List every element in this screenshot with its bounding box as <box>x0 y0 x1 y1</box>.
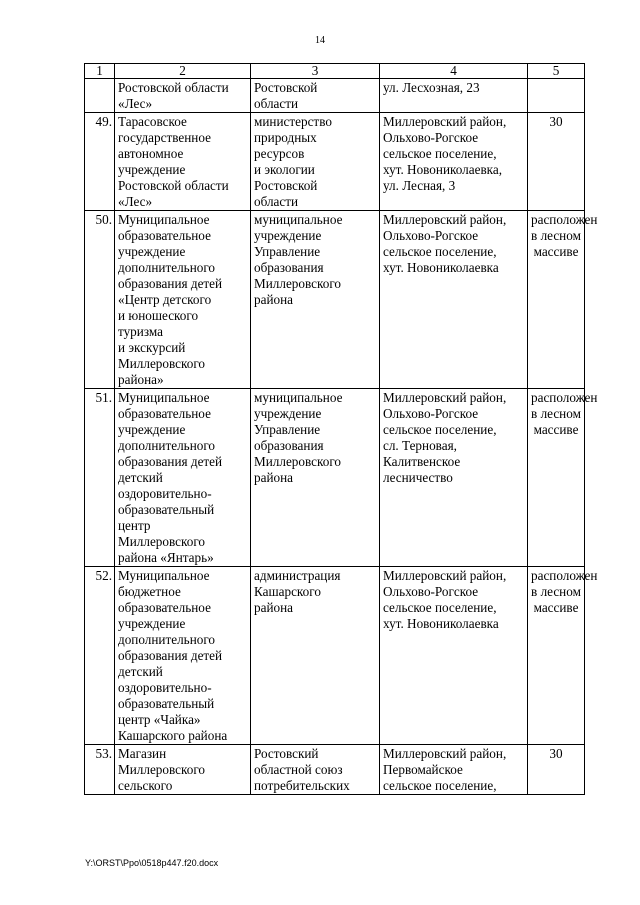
table-row <box>85 745 585 795</box>
organization-name: Муниципальное образовательное учреждение дополнительного образования детей детский оздоровительно- образовательный центр Миллеровского района «Янтарь» <box>115 389 251 567</box>
organization-name: Тарасовское государственное автономное учреждение Ростовской области «Лес» <box>115 113 251 211</box>
owner: муниципальное учреждение Управление образования Миллеровского района <box>251 389 380 567</box>
distance: 30 <box>528 113 585 211</box>
distance <box>528 79 585 113</box>
owner: Ростовский областной союз потребительских <box>251 745 380 795</box>
organization-name: Ростовской области «Лес» <box>115 79 251 113</box>
row-number: 50. <box>85 211 115 389</box>
owner: министерство природных ресурсов и экологии Ростовской области <box>251 113 380 211</box>
row-number <box>85 79 115 113</box>
address: Миллеровский район, Ольхово-Рогское сельское поселение, сл. Терновая, Калитвенское лесничество <box>380 389 528 567</box>
distance: расположен в лесном массиве <box>528 211 585 389</box>
table-row <box>85 389 585 567</box>
file-path-footer: Y:\ORST\Ppo\0518p447.f20.docx <box>85 858 219 868</box>
owner: муниципальное учреждение Управление образования Миллеровского района <box>251 211 380 389</box>
column-header: 2 <box>115 64 251 79</box>
row-number: 53. <box>85 745 115 795</box>
address: Миллеровский район, Ольхово-Рогское сельское поселение, хут. Новониколаевка <box>380 567 528 745</box>
table-row <box>85 211 585 389</box>
row-number: 51. <box>85 389 115 567</box>
table-header-row <box>85 64 585 79</box>
column-header: 3 <box>251 64 380 79</box>
table-row <box>85 79 585 113</box>
row-number: 52. <box>85 567 115 745</box>
column-header: 1 <box>85 64 115 79</box>
distance: 30 <box>528 745 585 795</box>
column-header: 5 <box>528 64 585 79</box>
owner: администрация Кашарского района <box>251 567 380 745</box>
organization-name: Муниципальное образовательное учреждение дополнительного образования детей «Центр детского и юношеского туризма и экскурсий Миллеровского района» <box>115 211 251 389</box>
document-table <box>84 63 598 795</box>
address: Миллеровский район, Первомайское сельское поселение, <box>380 745 528 795</box>
address: Миллеровский район, Ольхово-Рогское сельское поселение, хут. Новониколаевка, ул. Лесная, 3 <box>380 113 528 211</box>
organization-name: Муниципальное бюджетное образовательное учреждение дополнительного образования детей детский оздоровительно- образовательный центр «Чайка» Кашарского района <box>115 567 251 745</box>
owner: Ростовской области <box>251 79 380 113</box>
table-row <box>85 113 585 211</box>
column-header: 4 <box>380 64 528 79</box>
table-row <box>85 567 585 745</box>
distance: расположен в лесном массиве <box>528 389 585 567</box>
address: ул. Лесхозная, 23 <box>380 79 528 113</box>
organization-name: Магазин Миллеровского сельского <box>115 745 251 795</box>
row-number: 49. <box>85 113 115 211</box>
address: Миллеровский район, Ольхово-Рогское сельское поселение, хут. Новониколаевка <box>380 211 528 389</box>
distance: расположен в лесном массиве <box>528 567 585 745</box>
page-number: 14 <box>315 35 325 46</box>
